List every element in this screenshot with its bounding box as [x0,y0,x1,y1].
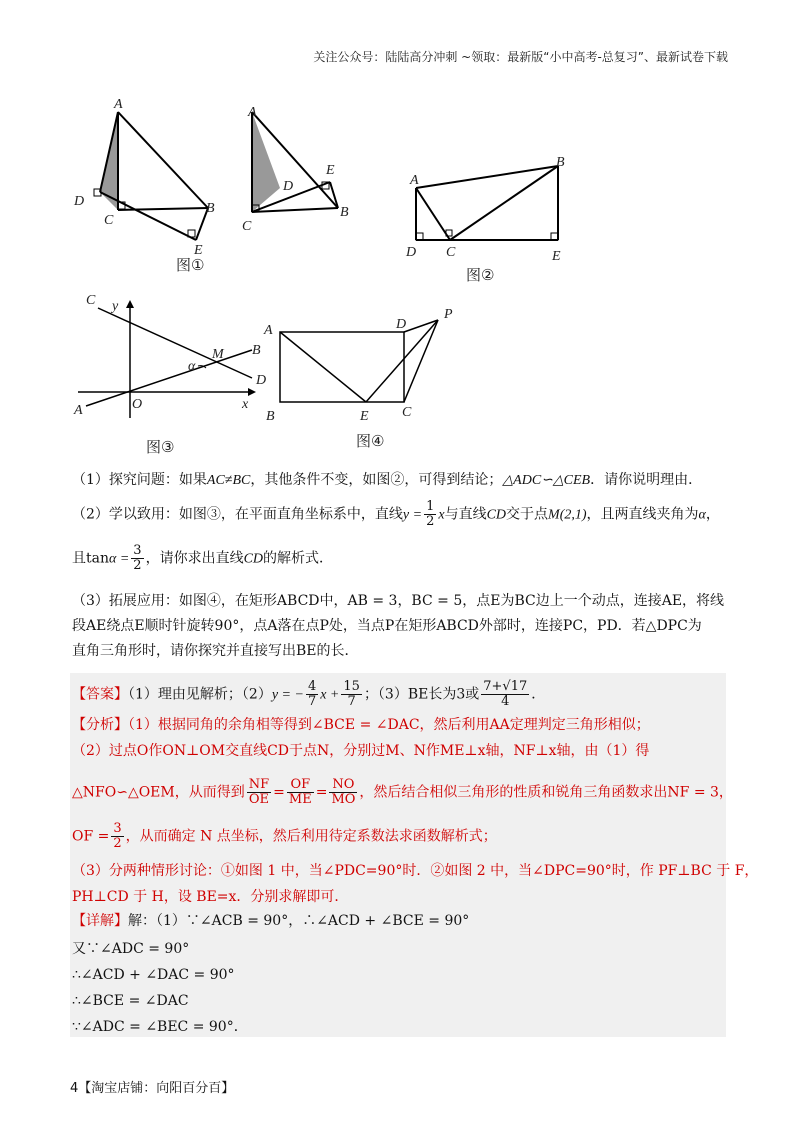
fig2-label-B: B [556,155,565,170]
page-header: 关注公众号：陆陆高分冲刺 ~领取：最新版“小中高考-总复习”、最新试卷下载 [313,50,728,64]
fig1-label-B: B [206,201,215,216]
fig4-label-D: D [396,317,407,332]
fig1-label-C: C [104,213,114,228]
detail-tag: 【详解】 [72,913,128,929]
fig3-label-B: B [252,343,261,358]
analysis-line-6: PH⊥CD 于 H，设 BE=x．分别求解即可． [72,889,349,905]
fig3-label-C: C [86,293,96,308]
analysis-line-2: （2）过点O作ON⊥OM交直线CD于点N，分别过M、N作ME⊥x轴，NF⊥x轴，由（1）得 [72,743,650,759]
question-3-line-3: 直角三角形时，请你探究并直接写出BE的长． [72,643,359,659]
fig2-label-C: C [446,245,456,260]
analysis-line-4: OF = $\frac{3}{2}$ ，从而确定 N 点坐标，然后利用待定系数法求函数解析式； [72,821,497,851]
fig2-label-D: D [406,245,417,260]
fig3-label-D: D [256,373,267,388]
figure-1 [70,92,370,282]
detail-line-4: ∴∠BCE = ∠DAC [72,993,189,1009]
fig1b-label-B: B [340,205,349,220]
detail-line-2: 又∵∠ADC = 90° [72,941,190,957]
analysis-tag: 【分析】 [72,717,128,733]
fig3-label-alpha: α [188,359,196,374]
fig4-label-A: A [264,323,273,338]
question-2-line-2: 且tanα = $\frac{3}{2}$ ，请你求出直线CD的解析式． [72,543,334,573]
fig1b-label-D: D [283,179,294,194]
fig3-label-y: y [112,299,119,314]
fig4-label-E: E [360,409,369,424]
analysis-line-3: △NFO∽△OEM，从而得到 $\frac{NF}{OE}$ = $\frac{OF}{ME}$ = $\frac{NO}{MO}$ ，然后结合相似三角形的性质和锐角三角函数求出NF = 3， [72,777,733,807]
answer-tag: 【答案】 [72,686,128,703]
fig1-label-D: D [74,194,85,209]
figure-4 [260,300,470,428]
figure-4-caption: 图④ [356,432,385,450]
detail-line-1: 【详解】解：（1）∵∠ACB = 90°，∴∠ACD + ∠BCE = 90° [72,913,470,929]
figure-3-caption: 图③ [146,438,175,456]
fig1b-label-A: A [248,105,257,120]
fig4-label-B: B [266,409,275,424]
fig1-label-A: A [114,97,123,112]
question-2-line-1: （2）学以致用：如图③，在平面直角坐标系中，直线y = $\frac{1}{2}$ x与直线CD交于点M(2,1)，且两直线夹角为α， [72,499,720,529]
question-3-line-1: （3）拓展应用：如图④，在矩形ABCD中，AB = 3，BC = 5，点E为BC边上一个动点，连接AE，将线 [72,593,725,609]
fig3-label-M: M [212,347,224,362]
figure-2 [400,152,580,267]
fig2-label-E: E [552,249,561,264]
analysis-line-5: （3）分两种情形讨论：①如图 1 中，当∠PDC=90°时．②如图 2 中，当∠DPC=90°时，作 PF⊥BC 于 F， [72,863,759,879]
question-1: （1）探究问题：如果AC≠BC，其他条件不变，如图②，可得到结论；△ADC∽△CEB．请你说明理由． [72,472,703,488]
fig1-label-E: E [194,243,203,258]
question-3-line-2: 段AE绕点E顺时针旋转90°，点A落在点P处，当点P在矩形ABCD外部时，连接PC，PD．若△DPC为 [72,618,702,634]
fig4-label-P: P [444,307,453,322]
answer-line: 【答案】（1）理由见解析；（2）y = − $\frac{4}{7}$ x + $\frac{15}{7}$ ；（3）BE长为3或 $\frac{7+√17}{4}$ ． [72,679,546,709]
figure-3 [70,288,270,428]
fig3-label-A: A [74,403,83,418]
fig1b-label-E: E [326,163,335,178]
fig4-label-C: C [402,405,412,420]
fig1b-label-C: C [242,219,252,234]
figure-2-caption: 图② [466,266,495,284]
fig3-label-x: x [242,397,249,412]
detail-line-3: ∴∠ACD + ∠DAC = 90° [72,967,235,983]
figure-1-caption: 图① [176,256,205,274]
analysis-line-1: 【分析】（1）根据同角的余角相等得到∠BCE = ∠DAC，然后利用AA定理判定三角形相似； [72,717,650,733]
detail-line-5: ∵∠ADC = ∠BEC = 90°． [72,1019,248,1035]
fig3-label-O: O [132,397,143,412]
page-footer: 4【淘宝店铺：向阳百分百】 [70,1081,235,1096]
fig2-label-A: A [410,173,419,188]
